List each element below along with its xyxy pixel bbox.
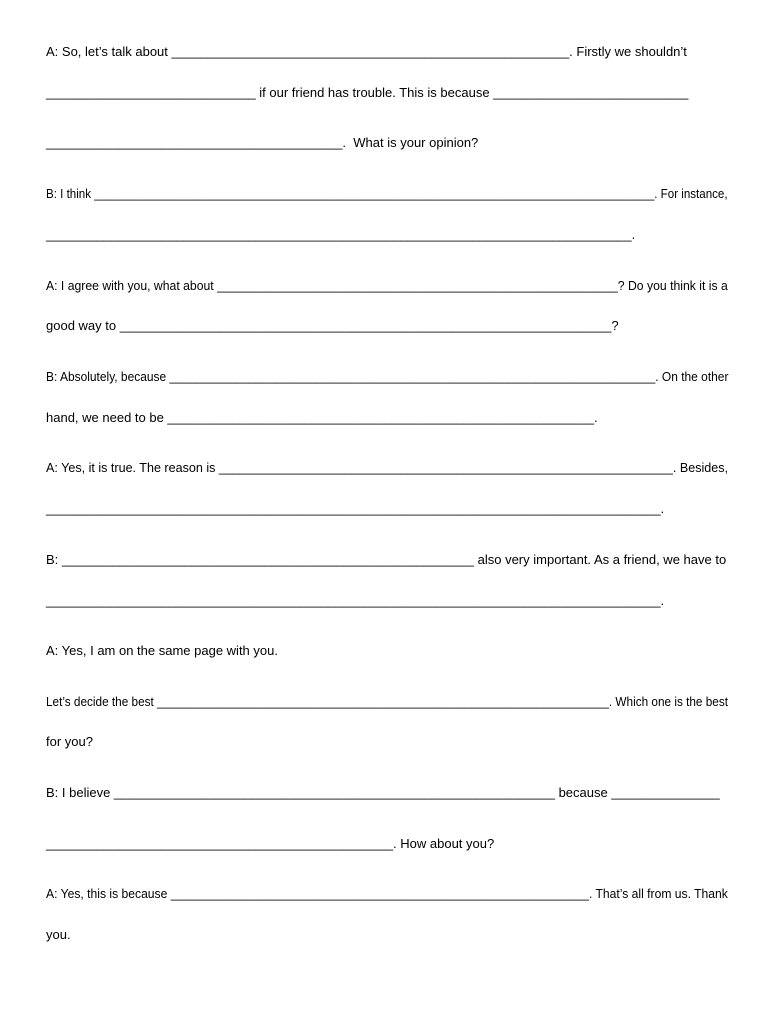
dialogue-line-7: good way to ____________________________________________________________________? — [46, 318, 619, 333]
dialogue-line-9: hand, we need to be ___________________________________________________________. — [46, 410, 598, 425]
dialogue-line-5: _________________________________________________________________________________. — [46, 227, 636, 242]
dialogue-line-12: B: _________________________________________________________ also very important. As a friend, we have to — [46, 552, 727, 567]
dialogue-line-14: A: Yes, I am on the same page with you. — [46, 643, 278, 658]
dialogue-line-15: Let’s decide the best _____________________________________________________________________. Which one is the best — [46, 694, 729, 709]
dialogue-line-13: _____________________________________________________________________________________. — [46, 593, 665, 608]
dialogue-line-18: ________________________________________________. How about you? — [46, 836, 495, 851]
dialogue-line-17: B: I believe _____________________________________________________________ because _______________ — [46, 785, 720, 800]
dialogue-line-16: for you? — [46, 734, 93, 749]
dialogue-line-2: _____________________________ if our friend has trouble. This is because ___________________________ — [46, 85, 689, 100]
dialogue-line-20: you. — [46, 927, 71, 942]
dialogue-line-6: A: I agree with you, what about ___________________________________________________________? Do you think it is a — [46, 278, 728, 293]
dialogue-line-11: _____________________________________________________________________________________. — [46, 501, 665, 516]
dialogue-line-19: A: Yes, this is because ______________________________________________________________. That’s all from us. Thank — [46, 886, 728, 901]
dialogue-line-8: B: Absolutely, because _________________________________________________________________________. On the other — [46, 369, 729, 384]
dialogue-line-10: A: Yes, it is true. The reason is _________________________________________________________________. Besides, — [46, 460, 728, 475]
dialogue-line-3: _________________________________________. What is your opinion? — [46, 135, 479, 150]
dialogue-line-1: A: So, let’s talk about _______________________________________________________. Firstly we shouldn’t — [46, 44, 687, 59]
dialogue-line-4: B: I think _______________________________________________________________________________________. For instance, — [46, 186, 728, 201]
